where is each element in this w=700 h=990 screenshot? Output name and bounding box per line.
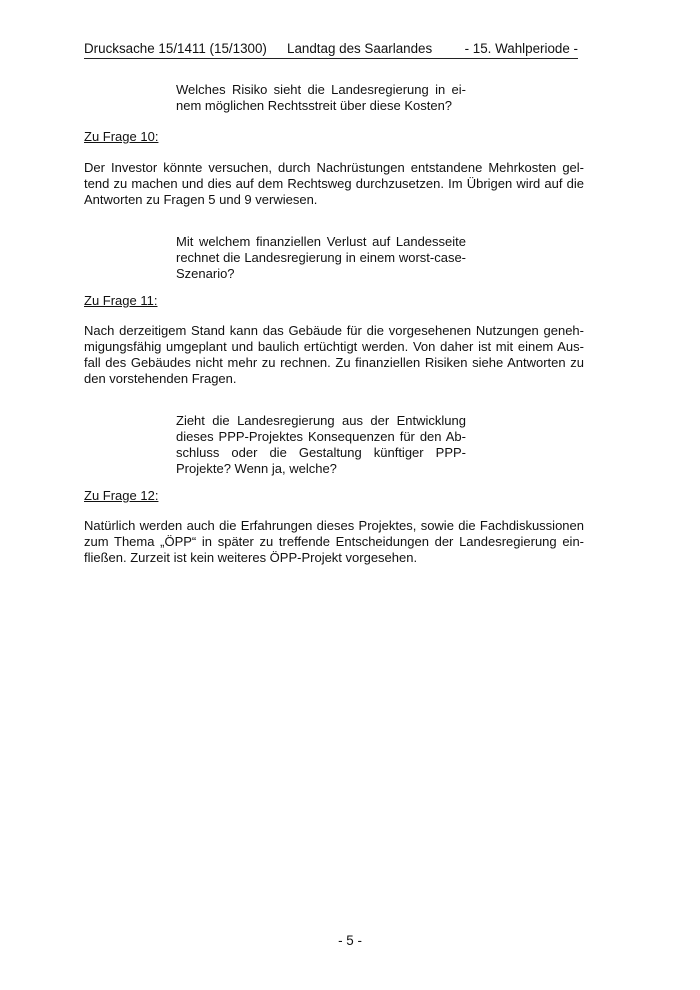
answer-line: Natürlich werden auch die Erfahrungen dieses Projektes, sowie die Fachdiskussionen <box>84 518 584 533</box>
answer-label-11: Zu Frage 11: <box>84 293 158 308</box>
answer-line: fall des Gebäudes nicht mehr zu rechnen. Zu finanziellen Risiken siehe Antworten zu <box>84 355 584 370</box>
question-line: Mit welchem finanziellen Verlust auf Landesseite <box>176 234 466 249</box>
page-header <box>84 40 578 59</box>
question-line: nem möglichen Rechtsstreit über diese Kosten? <box>176 98 453 113</box>
question-line: Szenario? <box>176 266 235 281</box>
parliament-name: Landtag des Saarlandes <box>287 41 433 56</box>
answer-line: migungsfähig umgeplant und baulich ertüchtigt werden. Von daher ist mit einem Aus- <box>84 339 584 354</box>
answer-line: Antworten zu Fragen 5 und 9 verwiesen. <box>84 192 318 207</box>
question-line: schluss oder die Gestaltung künftiger PPP- <box>176 445 466 460</box>
answer-line: zum Thema „ÖPP“ in später zu treffende Entscheidungen der Landesregierung ein- <box>84 534 584 549</box>
question-line: Projekte? Wenn ja, welche? <box>176 461 337 476</box>
answer-12 <box>84 518 584 566</box>
question-10 <box>176 82 466 114</box>
page-number: - 5 - <box>338 933 362 948</box>
answer-10 <box>84 160 584 208</box>
answer-line: den vorstehenden Fragen. <box>84 371 237 386</box>
question-line: rechnet die Landesregierung in einem worst-case- <box>176 250 466 265</box>
answer-line: Der Investor könnte versuchen, durch Nachrüstungen entstandene Mehrkosten gel- <box>84 160 584 175</box>
question-line: dieses PPP-Projektes Konsequenzen für den Ab- <box>176 429 466 444</box>
legislative-period: - 15. Wahlperiode - <box>464 41 578 56</box>
answer-11 <box>84 323 584 387</box>
document-number: Drucksache 15/1411 (15/1300) <box>84 41 267 56</box>
question-11 <box>176 234 466 282</box>
answer-label-10: Zu Frage 10: <box>84 129 159 144</box>
question-line: Zieht die Landesregierung aus der Entwicklung <box>176 413 466 428</box>
question-line: Welches Risiko sieht die Landesregierung in ei- <box>176 82 466 97</box>
answer-line: Nach derzeitigem Stand kann das Gebäude für die vorgesehenen Nutzungen geneh- <box>84 323 584 338</box>
answer-line: tend zu machen und dies auf dem Rechtsweg durchzusetzen. Im Übrigen wird auf die <box>84 176 584 191</box>
answer-label-12: Zu Frage 12: <box>84 488 159 503</box>
question-12 <box>176 413 466 477</box>
answer-line: fließen. Zurzeit ist kein weiteres ÖPP-Projekt vorgesehen. <box>84 550 418 565</box>
